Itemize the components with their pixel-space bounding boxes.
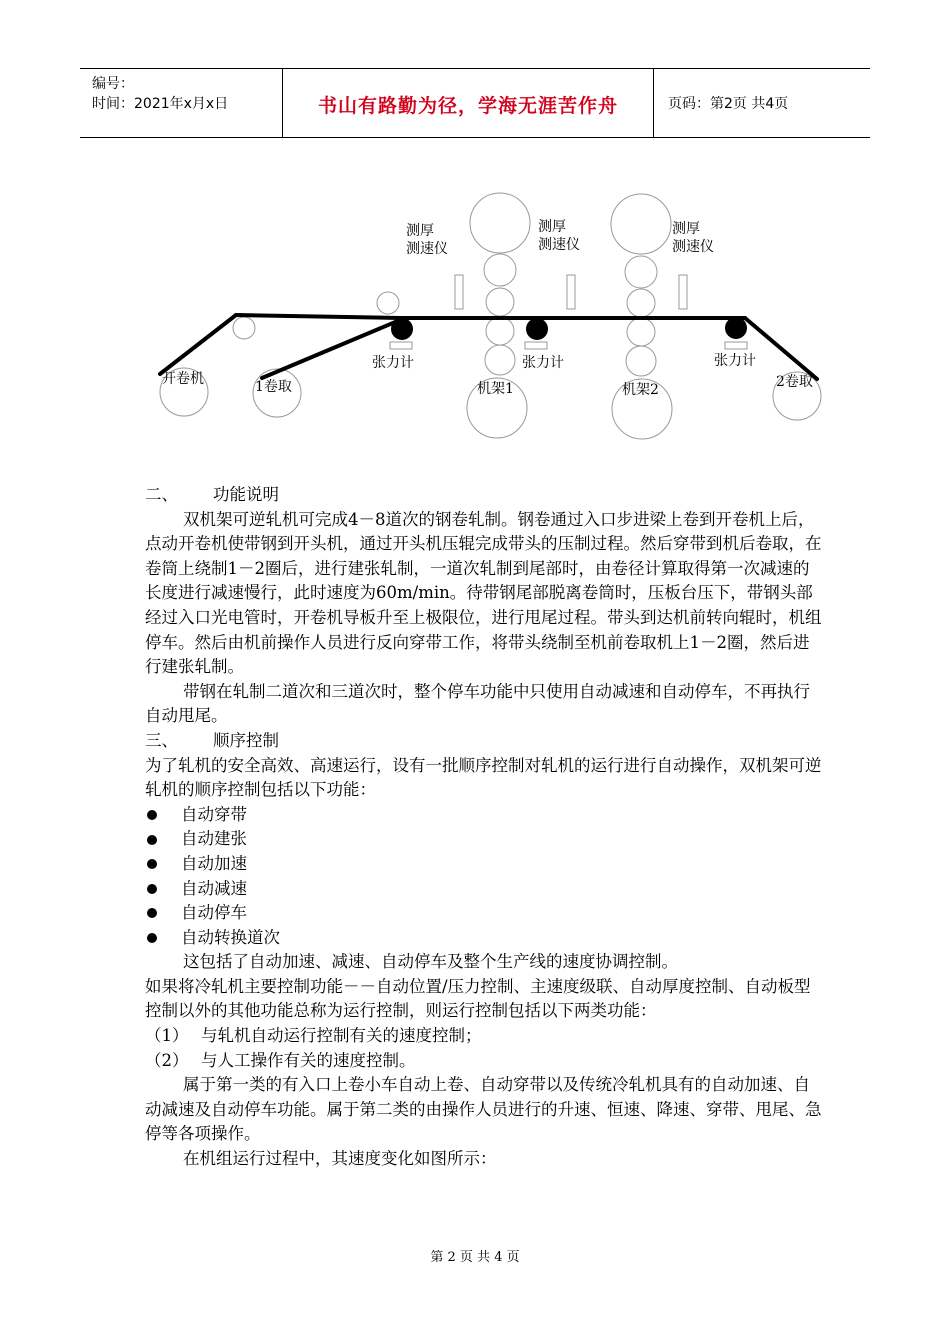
bullet-icon bbox=[147, 933, 157, 943]
stand2-work-roll-1 bbox=[625, 256, 657, 288]
label-text: 测厚 测速仪 bbox=[406, 223, 448, 257]
page-footer: 第 2 页 共 4 页 bbox=[430, 1250, 520, 1265]
header-meta bbox=[80, 69, 282, 137]
coiler2-label: 2卷取 bbox=[776, 374, 813, 390]
bullet-icon bbox=[147, 835, 157, 845]
section-3-paragraph-a: 这包括了自动加速、减速、自动停车及整个生产线的速度协调控制。 bbox=[183, 952, 678, 972]
enum-text: 与人工操作有关的速度控制。 bbox=[201, 1050, 416, 1070]
stand2-work-roll-3 bbox=[627, 318, 655, 346]
sequence-function-list bbox=[145, 803, 825, 951]
section-3-paragraph-b: 如果将冷轧机主要控制功能－－自动位置/压力控制、主速度级联、自动厚度控制、自动板型控制以外的其他功能总称为运行控制，则运行控制包括以下两类功能： bbox=[145, 976, 811, 1021]
tension-roll-3 bbox=[725, 317, 747, 339]
section-2-heading bbox=[145, 483, 825, 508]
section-2-paragraph-2: 带钢在轧制二道次和三道次时，整个停车功能中只使用自动减速和自动停车，不再执行自动甩尾。 bbox=[145, 681, 810, 726]
strip-uncoiler-leg bbox=[160, 315, 236, 374]
stand1-work-roll-2 bbox=[486, 288, 514, 316]
thickness-speed-gauge-label-1 bbox=[406, 222, 448, 258]
section-3-intro: 为了轧机的安全高效、高速运行，设有一批顺序控制对轧机的运行进行自动操作，双机架可逆轧机的顺序控制包括以下功能： bbox=[145, 755, 822, 800]
thickness-gauge-2 bbox=[567, 275, 575, 309]
rolling-mill-diagram bbox=[140, 180, 840, 455]
label-text: 测厚 测速仪 bbox=[538, 219, 580, 253]
doc-date-label: 时间：2021年x月x日 bbox=[92, 96, 229, 112]
list-item bbox=[145, 901, 825, 926]
enum-item-2 bbox=[145, 1049, 825, 1074]
strip-entry bbox=[236, 315, 400, 318]
enum-item-1 bbox=[145, 1024, 825, 1049]
stand1-label: 机架1 bbox=[477, 381, 514, 397]
coiler1-label: 1卷取 bbox=[255, 379, 292, 395]
document-body bbox=[145, 483, 825, 1172]
list-item bbox=[145, 926, 825, 951]
list-item-text: 自动减速 bbox=[181, 878, 247, 898]
header-page-info: 页码：第2页 共4页 bbox=[668, 96, 789, 112]
deflector-roll-1 bbox=[233, 317, 255, 339]
section-2-paragraph-1: 双机架可逆轧机可完成4－8道次的钢卷轧制。钢卷通过入口步进梁上卷到开卷机上后，点动开卷机使带钢到开头机，通过开头机压辊完成带头的压制过程。然后穿带到机后卷取，在卷筒上绕制1－2圈后，进行建张轧制，一道次轧制到尾部时，由卷径计算取得第一次减速的长度进行减速慢行，此时速度为60m/min。待带钢尾部脱离卷筒时，压板台压下，带钢头部经过入口光电管时，开卷机导板升至上极限位，进行甩尾过程。带头到达机前转向辊时，机组停车。然后由机前操作人员进行反向穿带工作，将带头绕制至机前卷取机上1－2圈，然后进行建张轧制。 bbox=[145, 509, 822, 677]
page-header bbox=[80, 68, 870, 138]
header-page-cell bbox=[654, 69, 870, 137]
tension-roll-1 bbox=[391, 318, 413, 340]
section-3-paragraph-d: 在机组运行过程中，其速度变化如图所示： bbox=[183, 1149, 497, 1169]
list-item bbox=[145, 852, 825, 877]
list-item-text: 自动转换道次 bbox=[181, 927, 280, 947]
tension-roll-2 bbox=[526, 318, 548, 340]
doc-number-label: 编号： bbox=[92, 76, 134, 92]
enum-number: （1） bbox=[145, 1026, 189, 1046]
list-item-text: 自动穿带 bbox=[181, 804, 247, 824]
tension-meter-label-2: 张力计 bbox=[522, 355, 564, 371]
stand1-work-roll-3 bbox=[486, 317, 514, 345]
section-2-number: 二、 bbox=[145, 485, 178, 504]
tension-meter-box-3 bbox=[725, 342, 747, 349]
thickness-gauge-3 bbox=[679, 275, 687, 309]
stand2-work-roll-2 bbox=[627, 289, 655, 317]
list-item-text: 自动建张 bbox=[181, 829, 247, 849]
thickness-gauge-1 bbox=[455, 275, 463, 309]
section-3-paragraph-c: 属于第一类的有入口上卷小车自动上卷、自动穿带以及传统冷轧机具有的自动加速、自动减速及自动停车功能。属于第二类的由操作人员进行的升速、恒速、降速、穿带、甩尾、急停等各项操作。 bbox=[145, 1075, 822, 1144]
bullet-icon bbox=[147, 859, 157, 869]
thickness-speed-gauge-label-3 bbox=[672, 220, 714, 256]
section-3-heading bbox=[145, 729, 825, 754]
tension-meter-label-1: 张力计 bbox=[372, 355, 414, 371]
deflector-roll-2 bbox=[377, 292, 399, 314]
enum-number: （2） bbox=[145, 1050, 189, 1070]
section-2-title: 功能说明 bbox=[213, 485, 279, 504]
list-item bbox=[145, 827, 825, 852]
mill-schematic bbox=[140, 180, 840, 455]
thickness-speed-gauge-label-2 bbox=[538, 218, 580, 254]
header-motto: 书山有路勤为径，学海无涯苦作舟 bbox=[317, 95, 618, 117]
stand2-backup-roll-top bbox=[611, 194, 671, 254]
list-item-text: 自动停车 bbox=[181, 903, 247, 923]
bullet-icon bbox=[147, 810, 157, 820]
stand1-backup-roll-top bbox=[470, 193, 530, 253]
list-item bbox=[145, 877, 825, 902]
section-3-title: 顺序控制 bbox=[213, 730, 279, 750]
header-motto-cell bbox=[282, 69, 654, 137]
section-3-number: 三、 bbox=[145, 730, 178, 750]
tension-meter-label-3: 张力计 bbox=[714, 353, 756, 369]
stand1-work-roll-1 bbox=[484, 254, 516, 286]
bullet-icon bbox=[147, 908, 157, 918]
list-item bbox=[145, 803, 825, 828]
bullet-icon bbox=[147, 884, 157, 894]
list-item-text: 自动加速 bbox=[181, 853, 247, 873]
stand2-label: 机架2 bbox=[622, 382, 659, 398]
stand2-work-roll-4 bbox=[626, 346, 656, 376]
enum-text: 与轧机自动运行控制有关的速度控制； bbox=[201, 1026, 482, 1046]
tension-meter-box-1 bbox=[390, 342, 412, 349]
stand1-work-roll-4 bbox=[485, 345, 515, 375]
label-text: 测厚 测速仪 bbox=[672, 221, 714, 255]
tension-meter-box-2 bbox=[525, 342, 547, 349]
uncoiler-label: 开卷机 bbox=[162, 371, 204, 387]
